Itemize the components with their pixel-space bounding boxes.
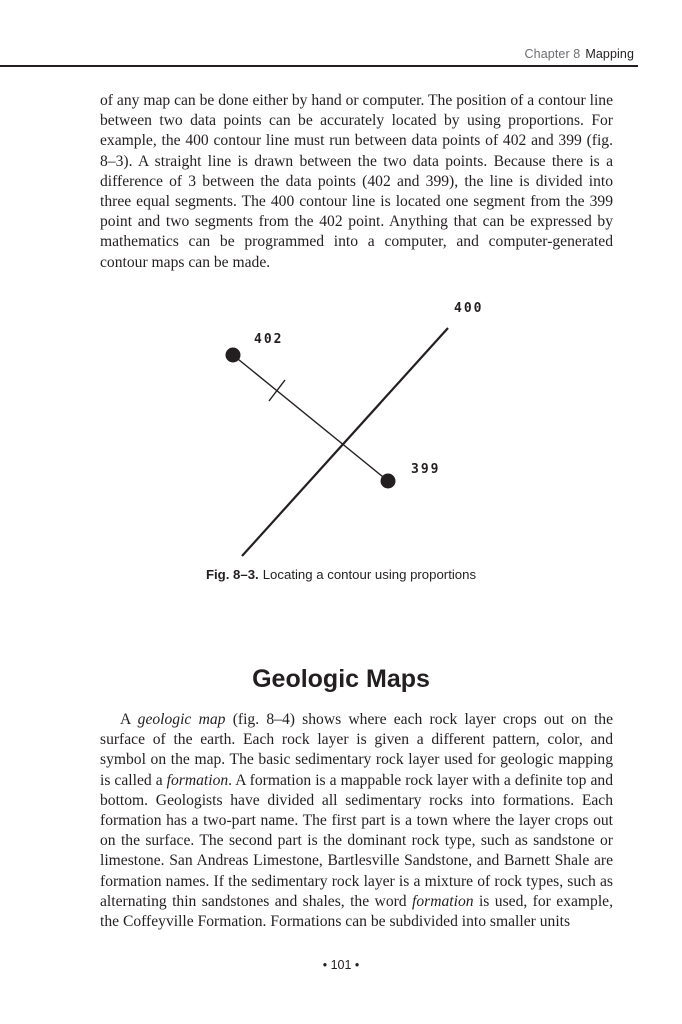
contour-diagram <box>220 292 500 562</box>
header-chapter: Chapter 8 <box>524 47 581 61</box>
page-number: • 101 • <box>322 958 360 972</box>
header-text <box>525 47 634 61</box>
header-rule <box>0 65 638 67</box>
para2-text-1: A <box>120 711 138 728</box>
contour-figure <box>220 292 500 562</box>
term-formation-2: formation <box>412 892 474 910</box>
section-title: Geologic Maps <box>252 665 430 693</box>
data-point-399 <box>381 474 396 489</box>
contour-label-400: 400 <box>454 301 484 316</box>
data-point-402 <box>226 348 241 363</box>
caption-number: Fig. 8–3. <box>205 567 259 582</box>
para2-text-2: (fig. 8–4) shows where each rock layer crops out on the surface of the earth. Each rock layer is given a different pattern, color, and symbol on the map. The basic sedimentary rock layer used for geologic mapping is called a <box>100 711 613 789</box>
body-paragraph-2 <box>100 710 613 932</box>
caption-text: Locating a contour using proportions <box>262 567 477 582</box>
contour-line-400 <box>242 328 448 556</box>
point-label-399: 399 <box>411 462 441 477</box>
connecting-line <box>233 355 388 481</box>
figure-caption <box>0 567 682 582</box>
term-formation: formation <box>166 771 229 789</box>
running-header <box>0 0 682 68</box>
para2-text-3: . A formation is a mappable rock layer with a definite top and bottom. Geologists have divided all sedimentary rocks into formations. Each formation has a two-part name. The first part is a town where the layer crops out on the surface. The second part is the dominant rock type, such as sandstone or limestone. San Andreas Limestone, Bartlesville Sandstone, and Barnett Shale are formation names. If the sedimentary rock layer is a mixture of rock types, such as alternating thin sandstones and shales, the word <box>100 771 614 910</box>
term-geologic-map: geologic map <box>137 711 226 728</box>
body-paragraph-1: of any map can be done either by hand or computer. The position of a contour line between two data points can be accurately located by using proportions. For example, the 400 contour line must run between data points of 402 and 399 (fig. 8–3). A straight line is drawn between the two data points. Because there is a difference of 3 between the data points (402 and 399), the line is divided into three equal segments. The 400 contour line is located one segment from the 399 point and two segments from the 402 point. Anything that can be expressed by mathematics can be programmed into a computer, and computer-generated contour maps can be made. <box>100 92 613 271</box>
para2-text-4: is used, for example, the Coffeyville Formation. Formations can be subdivided into smaller units <box>100 892 613 931</box>
segment-tick <box>269 380 285 401</box>
point-label-402: 402 <box>254 332 284 347</box>
header-section: Mapping <box>585 47 634 61</box>
